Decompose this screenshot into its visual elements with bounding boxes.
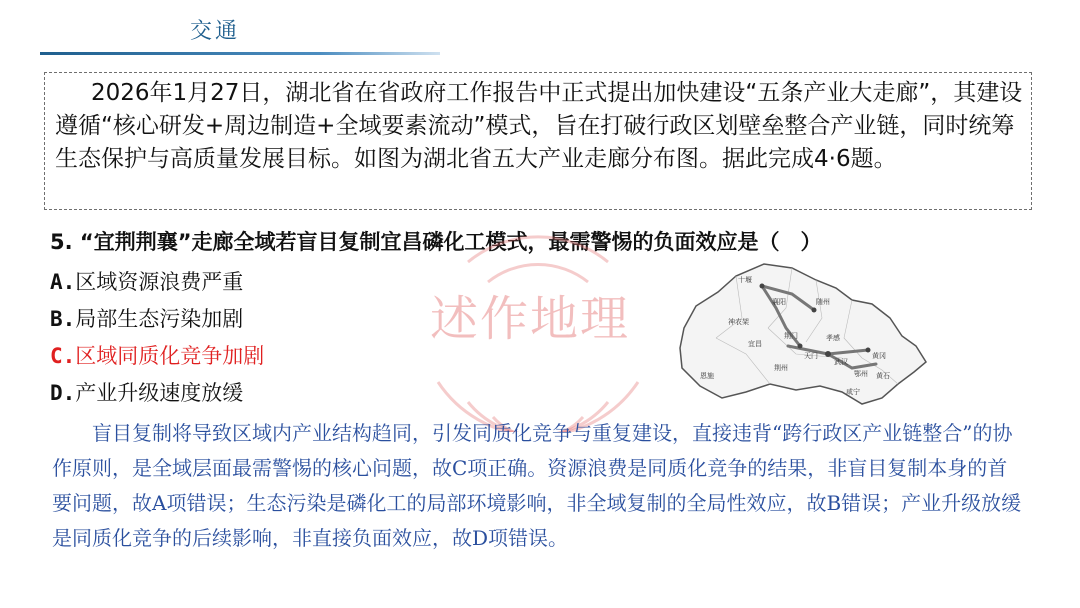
option-c (50, 338, 264, 375)
option-a (50, 264, 264, 301)
option-d-text: 产业升级速度放缓 (75, 381, 244, 405)
option-a-letter: A. (50, 270, 76, 294)
options-list (50, 264, 264, 412)
question-stem: 5. “宜荆荆襄”走廊全域若盲目复制宜昌磷化工模式，最需警惕的负面效应是（ ） (50, 230, 822, 254)
map-label: 宜昌 (748, 340, 762, 348)
map-label: 随州 (816, 298, 830, 306)
watermark-text: 述作地理 (430, 291, 631, 347)
map-label: 孝感 (826, 334, 840, 342)
map-label: 黄石 (876, 372, 890, 380)
map-label: 鄂州 (854, 370, 868, 378)
option-b-letter: B. (50, 307, 76, 331)
map-label: 襄阳 (772, 298, 786, 306)
map-label: 天门 (804, 352, 818, 360)
option-d-letter: D. (50, 381, 76, 405)
option-b (50, 301, 264, 338)
map-label: 荆门 (784, 332, 798, 340)
section-topic-title: 交通 (190, 19, 241, 44)
answer-explanation: 盲目复制将导致区域内产业结构趋同，引发同质化竞争与重复建设，直接违背“跨行政区产业链整合”的协作原则，是全域层面最需警惕的核心问题，故C项正确。资源浪费是同质化竞争的结果，非盲目复制本身的首要问题，故A项错误；生态污染是磷化工的局部环境影响，非全域复制的全局性效应，故B错误；产业升级放缓是同质化竞争的后续影响，非直接负面效应，故D项错误。 (52, 421, 1022, 550)
hubei-corridor-map (676, 258, 934, 410)
map-label: 武汉 (834, 358, 848, 366)
option-c-text: 区域同质化竞争加剧 (75, 344, 265, 368)
option-a-text: 区域资源浪费严重 (75, 270, 244, 294)
map-label: 神农架 (728, 318, 749, 326)
option-b-text: 局部生态污染加剧 (75, 307, 244, 331)
map-label: 十堰 (738, 276, 752, 284)
material-box (44, 72, 1032, 210)
option-c-letter: C. (50, 344, 76, 368)
map-label: 恩施 (700, 372, 714, 380)
map-label: 黄冈 (872, 352, 886, 360)
map-label: 荆州 (774, 364, 788, 372)
option-d (50, 375, 264, 412)
map-label: 咸宁 (846, 388, 860, 396)
topic-underline (40, 52, 440, 55)
material-text: 2026年1月27日，湖北省在省政府工作报告中正式提出加快建设“五条产业大走廊”，其建设遵循“核心研发+周边制造+全域要素流动”模式，旨在打破行政区划壁垒整合产业链，同时统筹生态保护与高质量发展目标。如图为湖北省五大产业走廊分布图。据此完成4·6题。 (55, 80, 1023, 172)
province-outline (680, 264, 926, 404)
